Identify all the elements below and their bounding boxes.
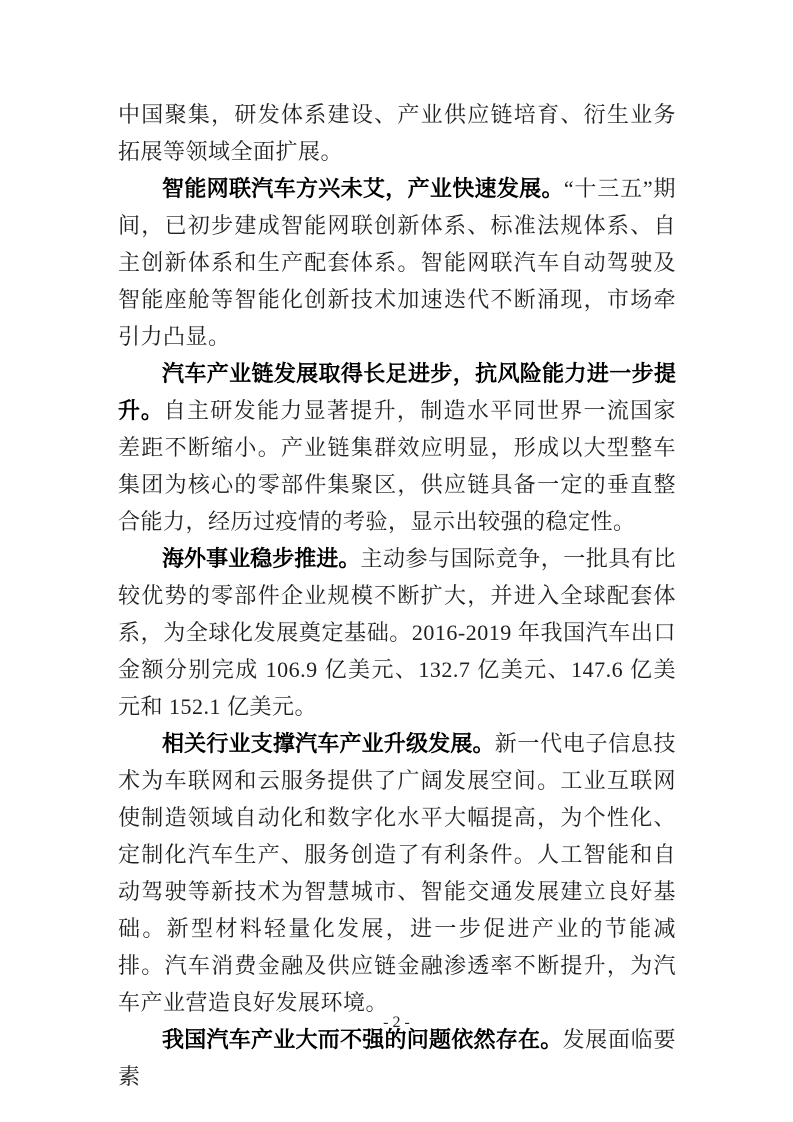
paragraph-continuation — [118, 96, 676, 170]
paragraph-text: 自主研发能力显著提升，制造水平同世界一流国家差距不断缩小。产业链集群效应明显，形成以大型整车集团为核心的零部件集聚区，供应链具备一定的垂直整合能力，经历过疫情的考验，显示出较强的稳定性。 — [118, 398, 676, 534]
paragraph-text: 中国聚集，研发体系建设、产业供应链培育、衍生业务拓展等领域全面扩展。 — [118, 102, 676, 164]
paragraph-lead: 相关行业支撑汽车产业升级发展。 — [162, 731, 495, 756]
paragraph-overseas-business — [118, 540, 676, 725]
paragraph-related-industries — [118, 725, 676, 1021]
paragraph-lead: 我国汽车产业大而不强的问题依然存在。 — [162, 1027, 563, 1052]
paragraph-text: 发展面临要素 — [118, 1027, 676, 1089]
document-body — [118, 96, 676, 1095]
paragraph-lead: 智能网联汽车方兴未艾，产业快速发展。 — [162, 176, 564, 201]
paragraph-lead: 汽车产业链发展取得长足进步，抗风险能力进一步提升。 — [118, 361, 676, 423]
paragraph-text: 新一代电子信息技术为车联网和云服务提供了广阔发展空间。工业互联网使制造领域自动化和数字化水平大幅提高，为个性化、定制化汽车生产、服务创造了有利条件。人工智能和自动驾驶等新技术为智慧城市、智能交通发展建立良好基础。新型材料轻量化发展，进一步促进产业的节能减排。汽车消费金融及供应链金融渗透率不断提升，为汽车产业营造良好发展环境。 — [118, 731, 676, 1015]
paragraph-lead: 海外事业稳步推进。 — [162, 546, 361, 571]
page-number: - 2 - — [383, 1014, 410, 1031]
paragraph-supply-chain-progress — [118, 355, 676, 540]
paragraph-big-not-strong — [118, 1021, 676, 1095]
paragraph-text: “十三五”期间，已初步建成智能网联创新体系、标准法规体系、自主创新体系和生产配套体系。智能网联汽车自动驾驶及智能座舱等智能化创新技术加速迭代不断涌现，市场牵引力凸显。 — [118, 176, 676, 349]
paragraph-text: 主动参与国际竞争，一批具有比较优势的零部件企业规模不断扩大，并进入全球配套体系，为全球化发展奠定基础。2016-2019 年我国汽车出口金额分别完成 106.9 亿美元、132.7 亿美元、147.6 亿美元和 152.1 亿美元。 — [118, 546, 676, 719]
paragraph-icv-development — [118, 170, 676, 355]
